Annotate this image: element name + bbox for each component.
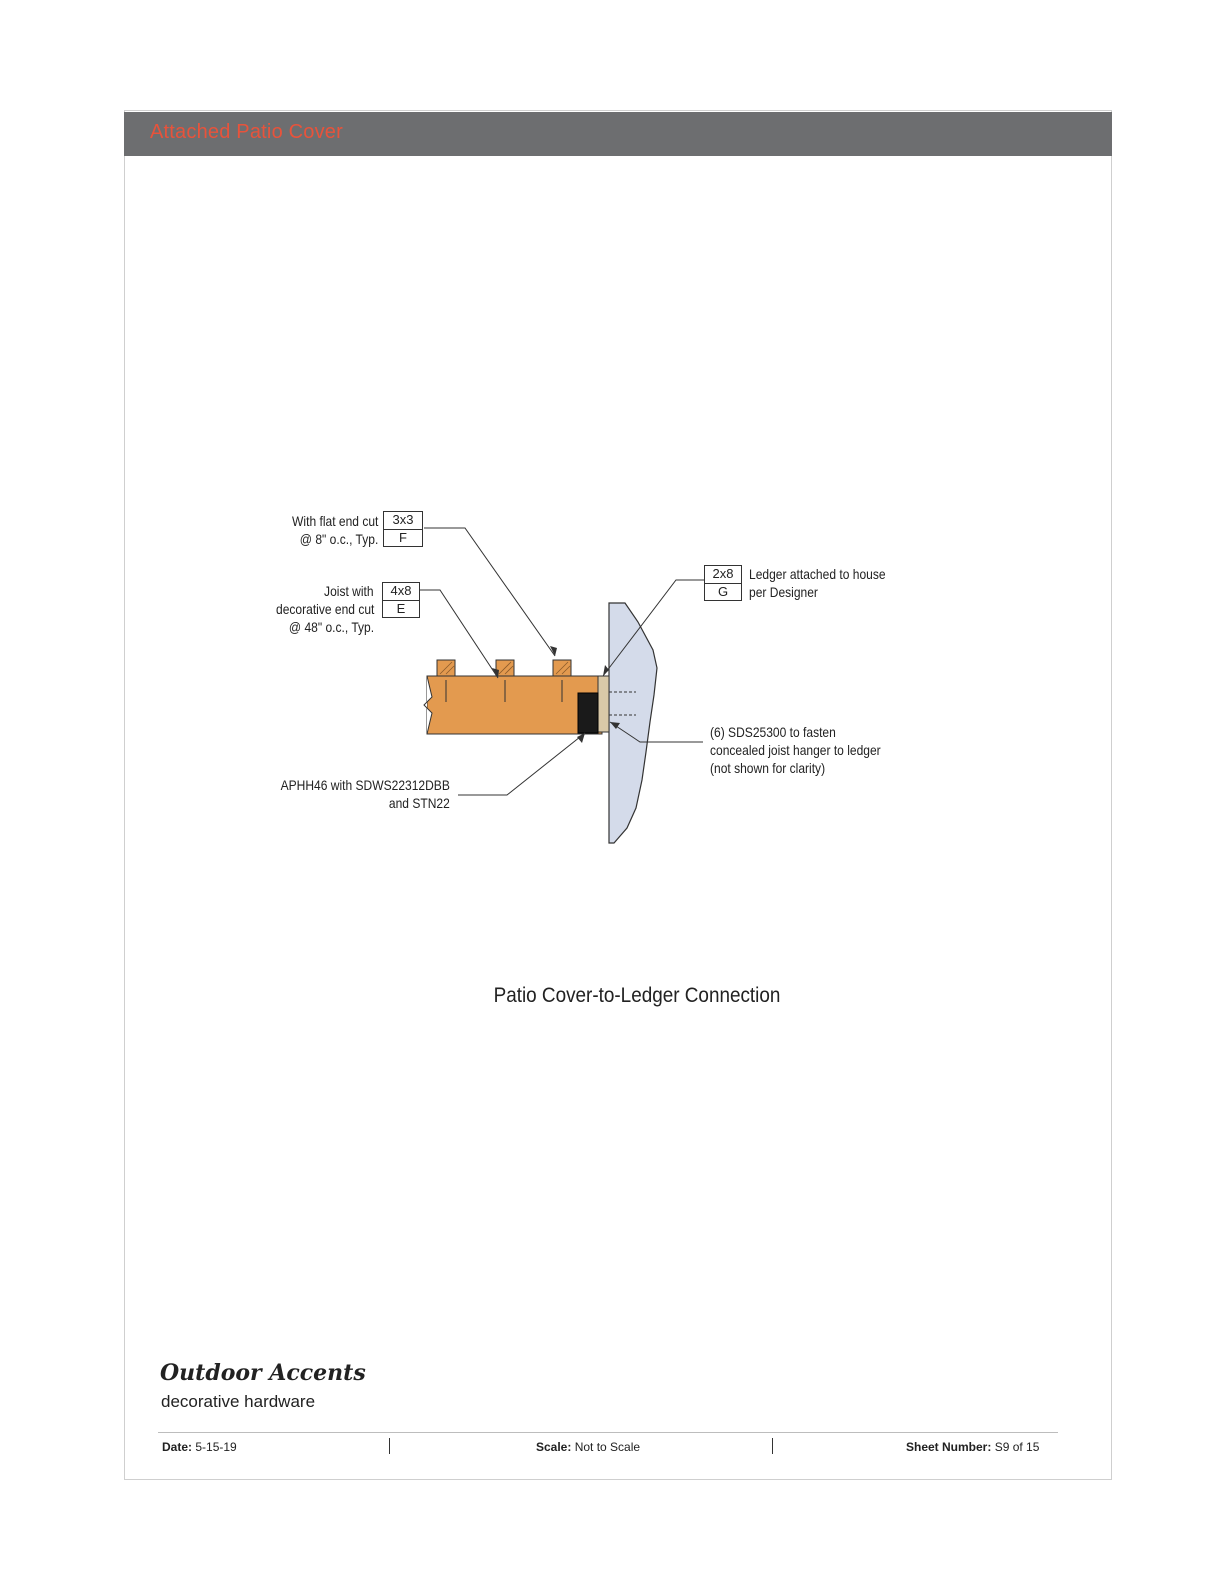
joist-note-line2: decorative end cut — [275, 601, 374, 617]
joist-hanger — [578, 693, 598, 733]
footer-date — [162, 1440, 237, 1454]
hanger-note-line2: and STN22 — [389, 795, 450, 811]
hanger-note-line1: APHH46 with SDWS22312DBB — [280, 777, 450, 793]
sheet-label: Sheet Number: — [906, 1440, 992, 1454]
footer-sheet — [906, 1440, 1039, 1454]
joist-tag — [382, 582, 420, 618]
leader-joist — [420, 590, 498, 678]
purlin-note-line2: @ 8" o.c., Typ. — [299, 531, 378, 547]
sheet-value: S9 of 15 — [994, 1440, 1040, 1454]
brand-logo: Outdoor Accents — [160, 1360, 366, 1386]
diagram-title: Patio Cover-to-Ledger Connection — [493, 984, 781, 1007]
screws-note-line1: (6) SDS25300 to fasten — [710, 724, 836, 740]
footer-separator — [772, 1438, 773, 1454]
ledger-tag-letter: G — [705, 583, 741, 601]
ledger-note-line1: Ledger attached to house — [749, 566, 886, 582]
scale-label: Scale: — [536, 1440, 572, 1454]
leader-hanger — [458, 733, 585, 795]
date-label: Date: — [162, 1440, 193, 1454]
ledger-size: 2x8 — [712, 566, 734, 581]
purlin-note-line1: With flat end cut — [291, 513, 378, 529]
ledger-note-line2: per Designer — [749, 584, 818, 600]
scale-value: Not to Scale — [574, 1440, 641, 1454]
ledger — [598, 676, 609, 732]
screws-note-line2: concealed joist hanger to ledger — [710, 742, 881, 758]
purlin-tag — [383, 511, 423, 547]
page-title: Attached Patio Cover — [150, 121, 343, 143]
brand-tagline: decorative hardware — [161, 1392, 316, 1411]
footer-rule — [158, 1432, 1058, 1433]
ledger-tag — [704, 565, 742, 601]
purlin-size: 3x3 — [392, 512, 414, 527]
joist — [427, 676, 602, 734]
joist-size: 4x8 — [390, 583, 412, 598]
date-value: 5-15-19 — [195, 1440, 237, 1454]
purlin-tag-letter: F — [384, 529, 422, 547]
leader-purlin — [424, 528, 555, 656]
footer-scale — [536, 1440, 640, 1454]
joist-note-line3: @ 48" o.c., Typ. — [288, 619, 374, 635]
joist-note-line1: Joist with — [324, 583, 374, 599]
joist-tag-letter: E — [383, 600, 419, 618]
screws-note-line3: (not shown for clarity) — [710, 760, 826, 776]
footer-separator — [389, 1438, 390, 1454]
